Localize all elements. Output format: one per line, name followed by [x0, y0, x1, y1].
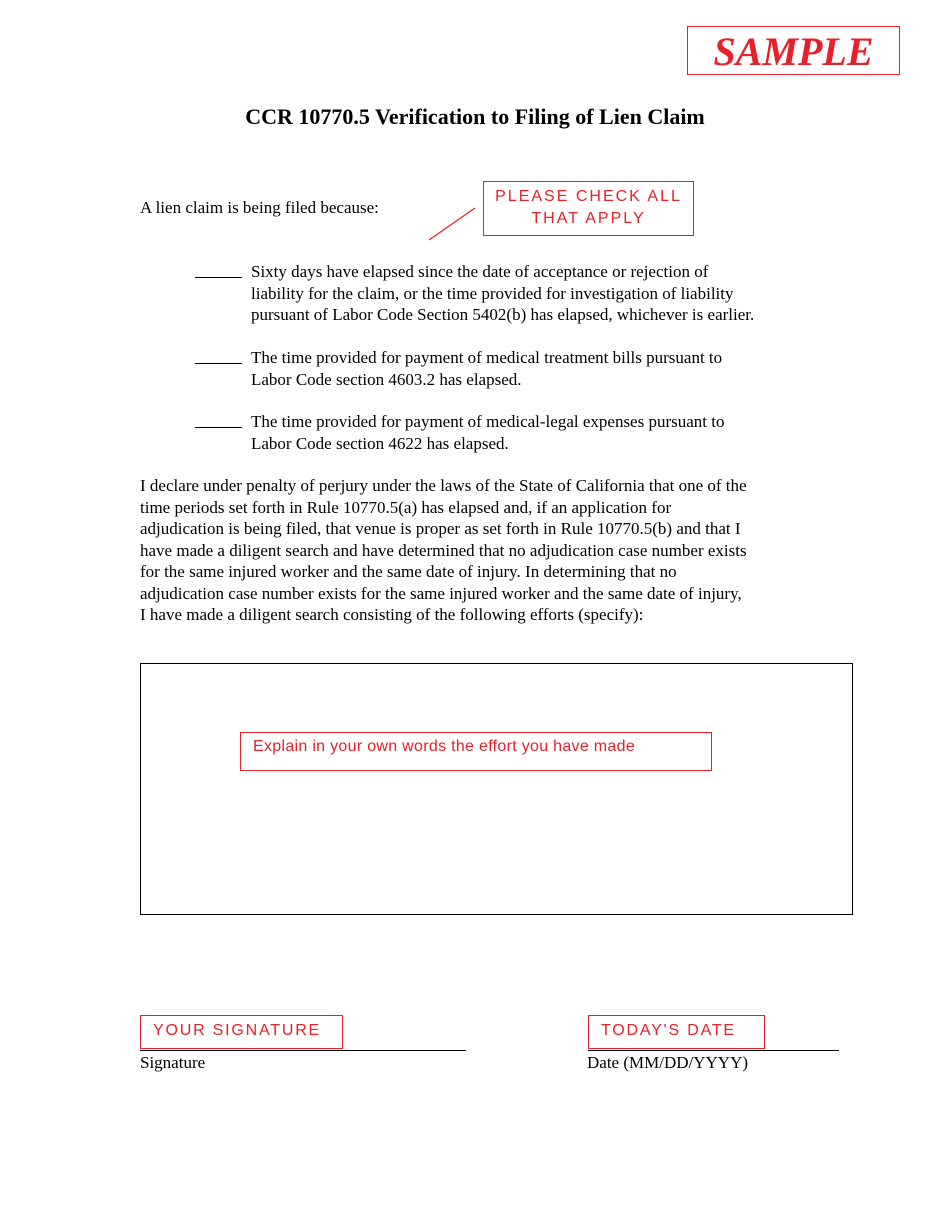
- option-item: [195, 411, 835, 455]
- callout-pointer-line: [428, 206, 478, 242]
- option-checkbox-blank[interactable]: [195, 363, 242, 364]
- check-all-hint: [483, 181, 694, 236]
- efforts-text-area[interactable]: [140, 663, 853, 915]
- intro-text: A lien claim is being filed because:: [140, 198, 379, 217]
- date-label: Date (MM/DD/YYYY): [587, 1053, 749, 1072]
- sample-stamp: SAMPLE: [687, 26, 900, 75]
- date-line[interactable]: [588, 1050, 839, 1051]
- option-checkbox-blank[interactable]: [195, 427, 242, 428]
- date-hint: TODAY'S DATE: [588, 1015, 765, 1049]
- option-text: The time provided for payment of medical-legal expenses pursuant to Labor Code section 4622 has elapsed.: [251, 412, 725, 453]
- signature-label: Signature: [140, 1053, 206, 1072]
- option-item: [195, 261, 835, 327]
- option-checkbox-blank[interactable]: [195, 277, 242, 278]
- check-all-hint-line-1: PLEASE CHECK ALL: [495, 188, 682, 205]
- declaration-text: I declare under penalty of perjury under the laws of the State of California that one of the time periods set forth in Rule 10770.5(a) has elapsed and, if an application for adjudication is being filed, that venue is proper as set forth in Rule 10770.5(b) and that I have made a diligent search and have determined that no adjudication case number exists for the same injured worker and the same date of injury. In determining that no adjudication case number exists for the same injured worker and the same date of injury, I have made a diligent search consisting of the following efforts (specify):: [140, 476, 747, 624]
- signature-line[interactable]: [140, 1050, 466, 1051]
- option-item: [195, 347, 835, 391]
- signature-hint: YOUR SIGNATURE: [140, 1015, 343, 1049]
- option-text: Sixty days have elapsed since the date of acceptance or rejection of liability for the claim, or the time provided for investigation of liability pursuant of Labor Code Section 5402(b) has elapsed, whichever is earlier.: [251, 262, 755, 324]
- page-title: CCR 10770.5 Verification to Filing of Lien Claim: [245, 104, 705, 129]
- check-all-hint-line-2: THAT APPLY: [531, 210, 646, 227]
- option-text: The time provided for payment of medical treatment bills pursuant to Labor Code section 4603.2 has elapsed.: [251, 348, 723, 389]
- efforts-hint: Explain in your own words the effort you have made: [240, 732, 712, 771]
